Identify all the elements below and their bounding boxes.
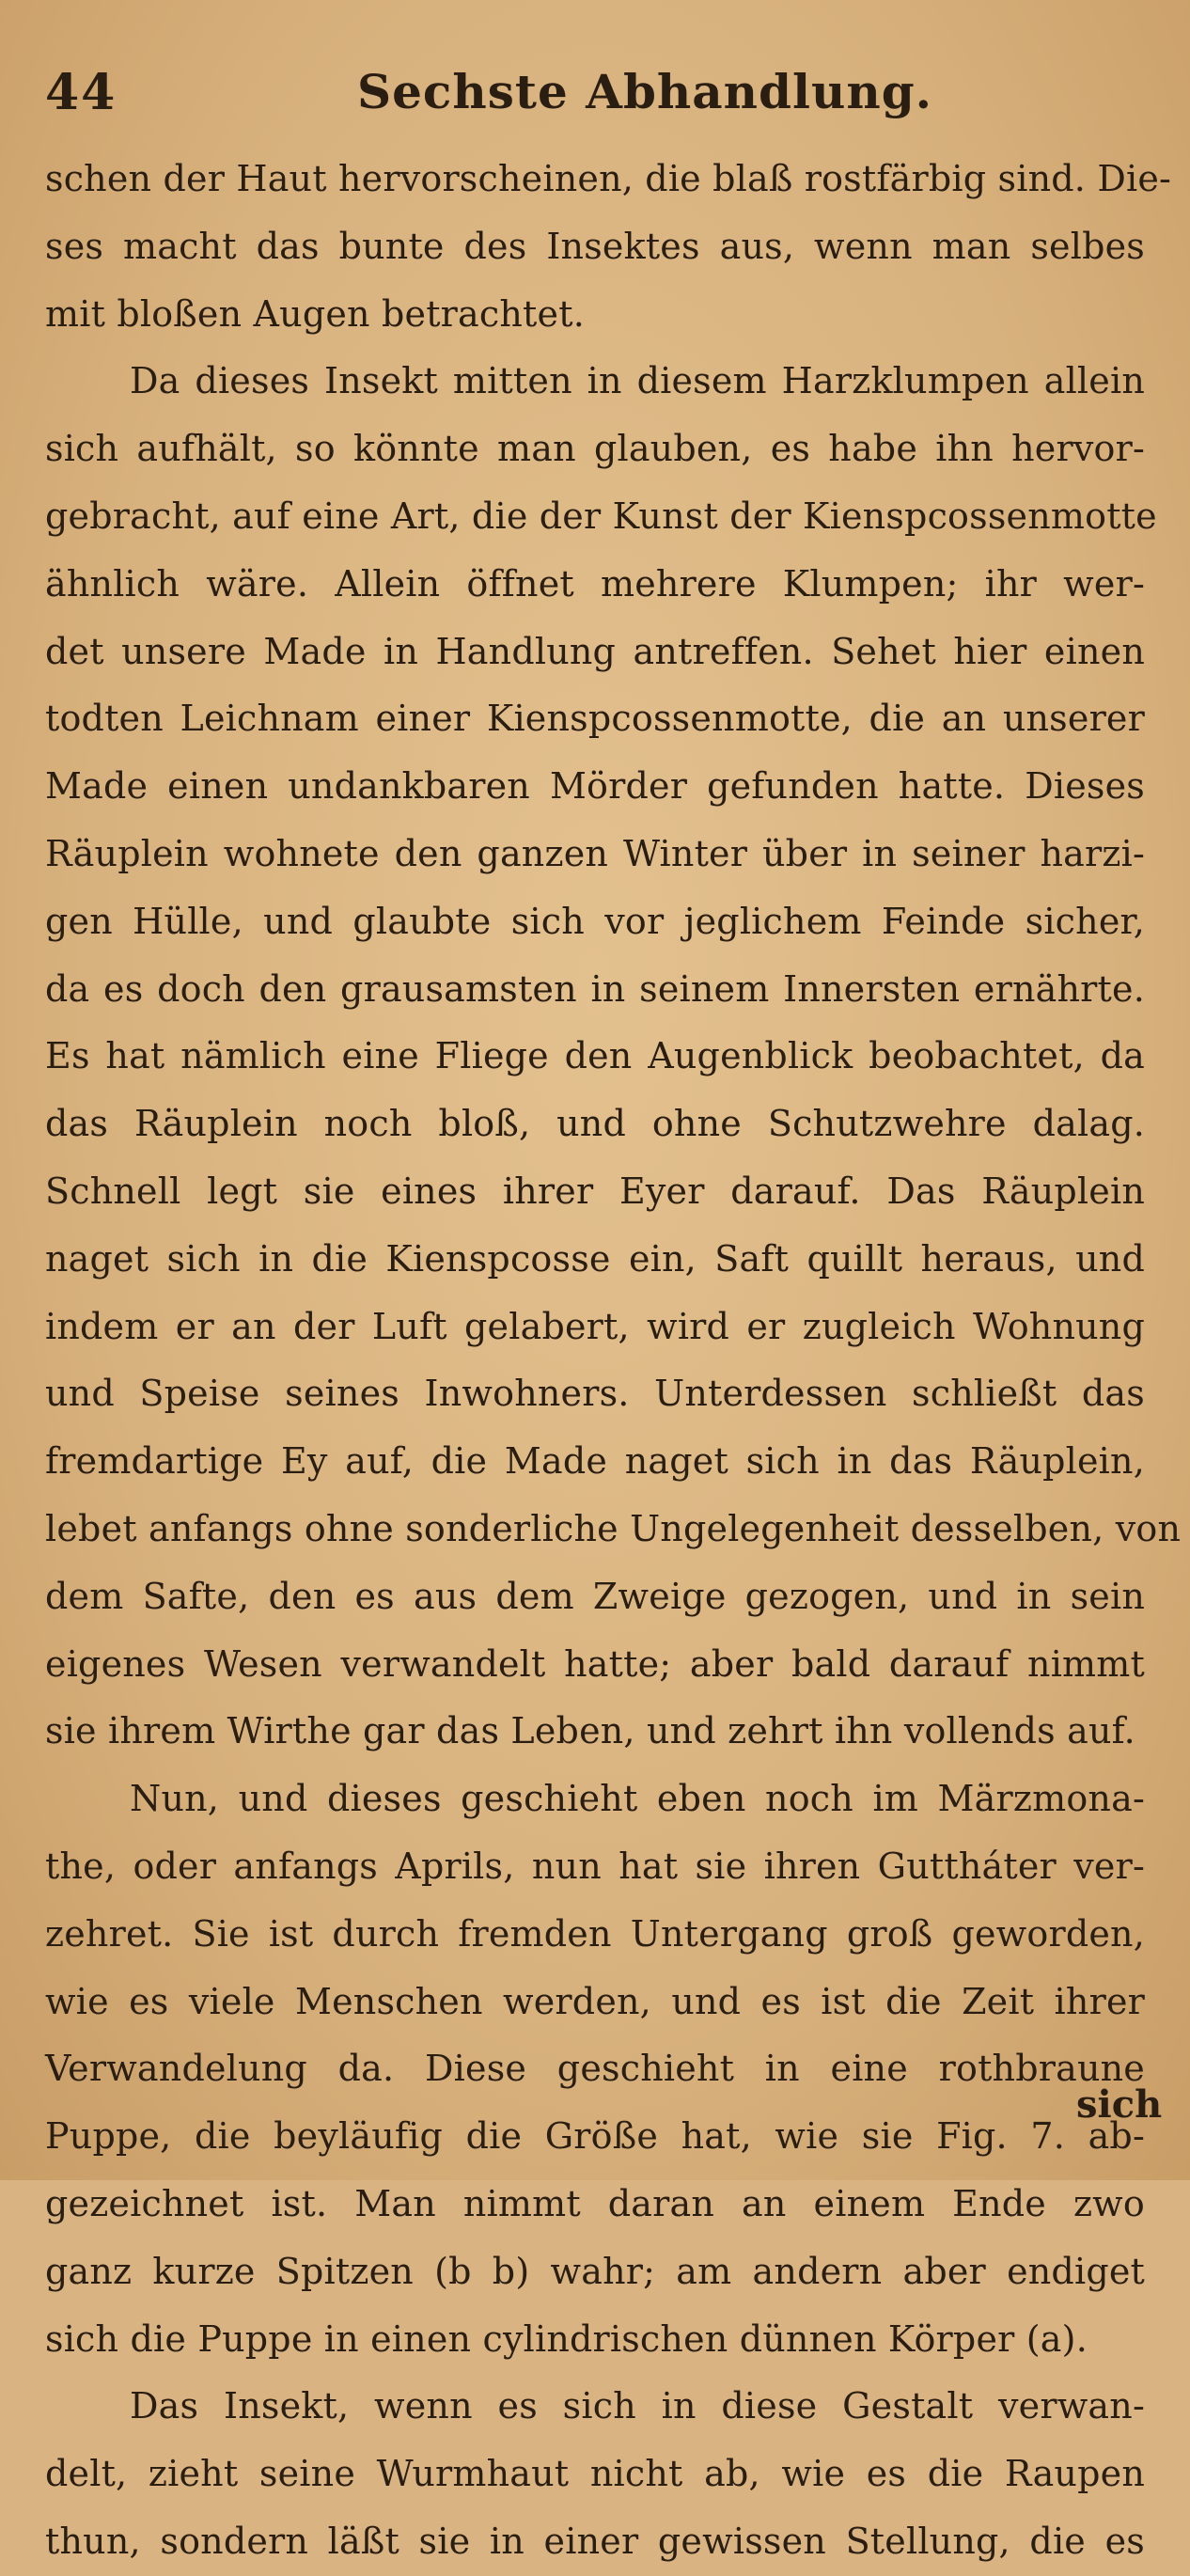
text-line: Nun, und dieses geschieht eben noch im Märzmona- <box>130 1778 1145 1820</box>
running-head: Sechste Abhandlung. <box>357 64 933 119</box>
text-line: und Speise seines Inwohners. Unterdessen schließt das <box>45 1373 1145 1415</box>
text-line: Es hat nämlich eine Fliege den Augenblick beobachtet, da <box>45 1035 1145 1077</box>
text-line: Da dieses Insekt mitten in diesem Harzklumpen allein <box>130 360 1145 402</box>
text-line: todten Leichnam einer Kienspcossenmotte, die an unserer <box>45 698 1145 740</box>
text-line: wie es viele Menschen werden, und es ist die Zeit ihrer <box>45 1980 1145 2022</box>
text-line: the, oder anfangs Aprils, nun hat sie ihren Guttháter ver- <box>45 1845 1145 1887</box>
text-line: sie ihrem Wirthe gar das Leben, und zehrt ihn vollends auf. <box>45 1710 1135 1752</box>
text-line: schen der Haut hervorscheinen, die blaß rostfärbig sind. Die- <box>45 158 1172 199</box>
text-line: Schnell legt sie eines ihrer Eyer darauf. Das Räuplein <box>45 1170 1145 1212</box>
text-line: eigenes Wesen verwandelt hatte; aber bald darauf nimmt <box>45 1642 1145 1685</box>
page-number: 44 <box>45 64 117 121</box>
text-line: sich aufhält, so könnte man glauben, es habe ihn hervor- <box>45 428 1145 470</box>
text-line: indem er an der Luft gelabert, wird er zugleich Wohnung <box>45 1305 1145 1347</box>
text-line: gebracht, auf eine Art, die der Kunst der Kienspcossenmotte <box>45 495 1157 537</box>
text-line: thun, sondern läßt sie in einer gewissen Stellung, die es <box>45 2520 1145 2562</box>
text-line: naget sich in die Kienspcosse ein, Saft quillt heraus, und <box>45 1237 1145 1280</box>
text-line: das Räuplein noch bloß, und ohne Schutzwehre dalag. <box>45 1103 1145 1145</box>
text-line: ses macht das bunte des Insektes aus, wenn man selbes <box>45 225 1145 267</box>
text-line: Verwandelung da. Diese geschieht in eine rothbraune <box>45 2048 1145 2090</box>
text-line: gen Hülle, und glaubte sich vor jeglichem Feinde sicher, <box>45 900 1145 942</box>
text-line: Das Insekt, wenn es sich in diese Gestalt verwan- <box>130 2385 1145 2427</box>
text-line: fremdartige Ey auf, die Made naget sich in das Räuplein, <box>45 1440 1145 1483</box>
page-header <box>0 58 1190 143</box>
text-line: lebet anfangs ohne sonderliche Ungelegenheit desselben, von <box>45 1507 1182 1549</box>
text-line: zehret. Sie ist durch fremden Untergang groß geworden, <box>45 1912 1145 1955</box>
text-line: da es doch den grausamsten in seinem Innersten ernährte. <box>45 967 1145 1010</box>
text-line: Räuplein wohnete den ganzen Winter über in seiner harzi- <box>45 832 1145 874</box>
text-line: delt, zieht seine Wurmhaut nicht ab, wie es die Raupen <box>45 2453 1145 2495</box>
text-line: det unsere Made in Handlung antreffen. Sehet hier einen <box>45 630 1145 672</box>
text-line: sich die Puppe in einen cylindrischen dünnen Körper (a). <box>45 2317 1088 2360</box>
body-text <box>45 146 1182 2576</box>
text-line: Puppe, die beyläufig die Größe hat, wie sie Fig. 7. ab- <box>45 2115 1145 2158</box>
text-line: ähnlich wäre. Allein öffnet mehrere Klumpen; ihr wer- <box>45 562 1145 605</box>
text-line: ganz kurze Spitzen (b b) wahr; am andern aber endiget <box>45 2250 1145 2292</box>
text-line: gezeichnet ist. Man nimmt daran an einem Ende zwo <box>45 2182 1145 2224</box>
catchword: sich <box>1076 2082 1163 2127</box>
text-line: mit bloßen Augen betrachtet. <box>45 292 585 335</box>
text-line: Made einen undankbaren Mörder gefunden hatte. Dieses <box>45 765 1145 808</box>
text-line: dem Safte, den es aus dem Zweige gezogen, und in sein <box>45 1575 1145 1617</box>
